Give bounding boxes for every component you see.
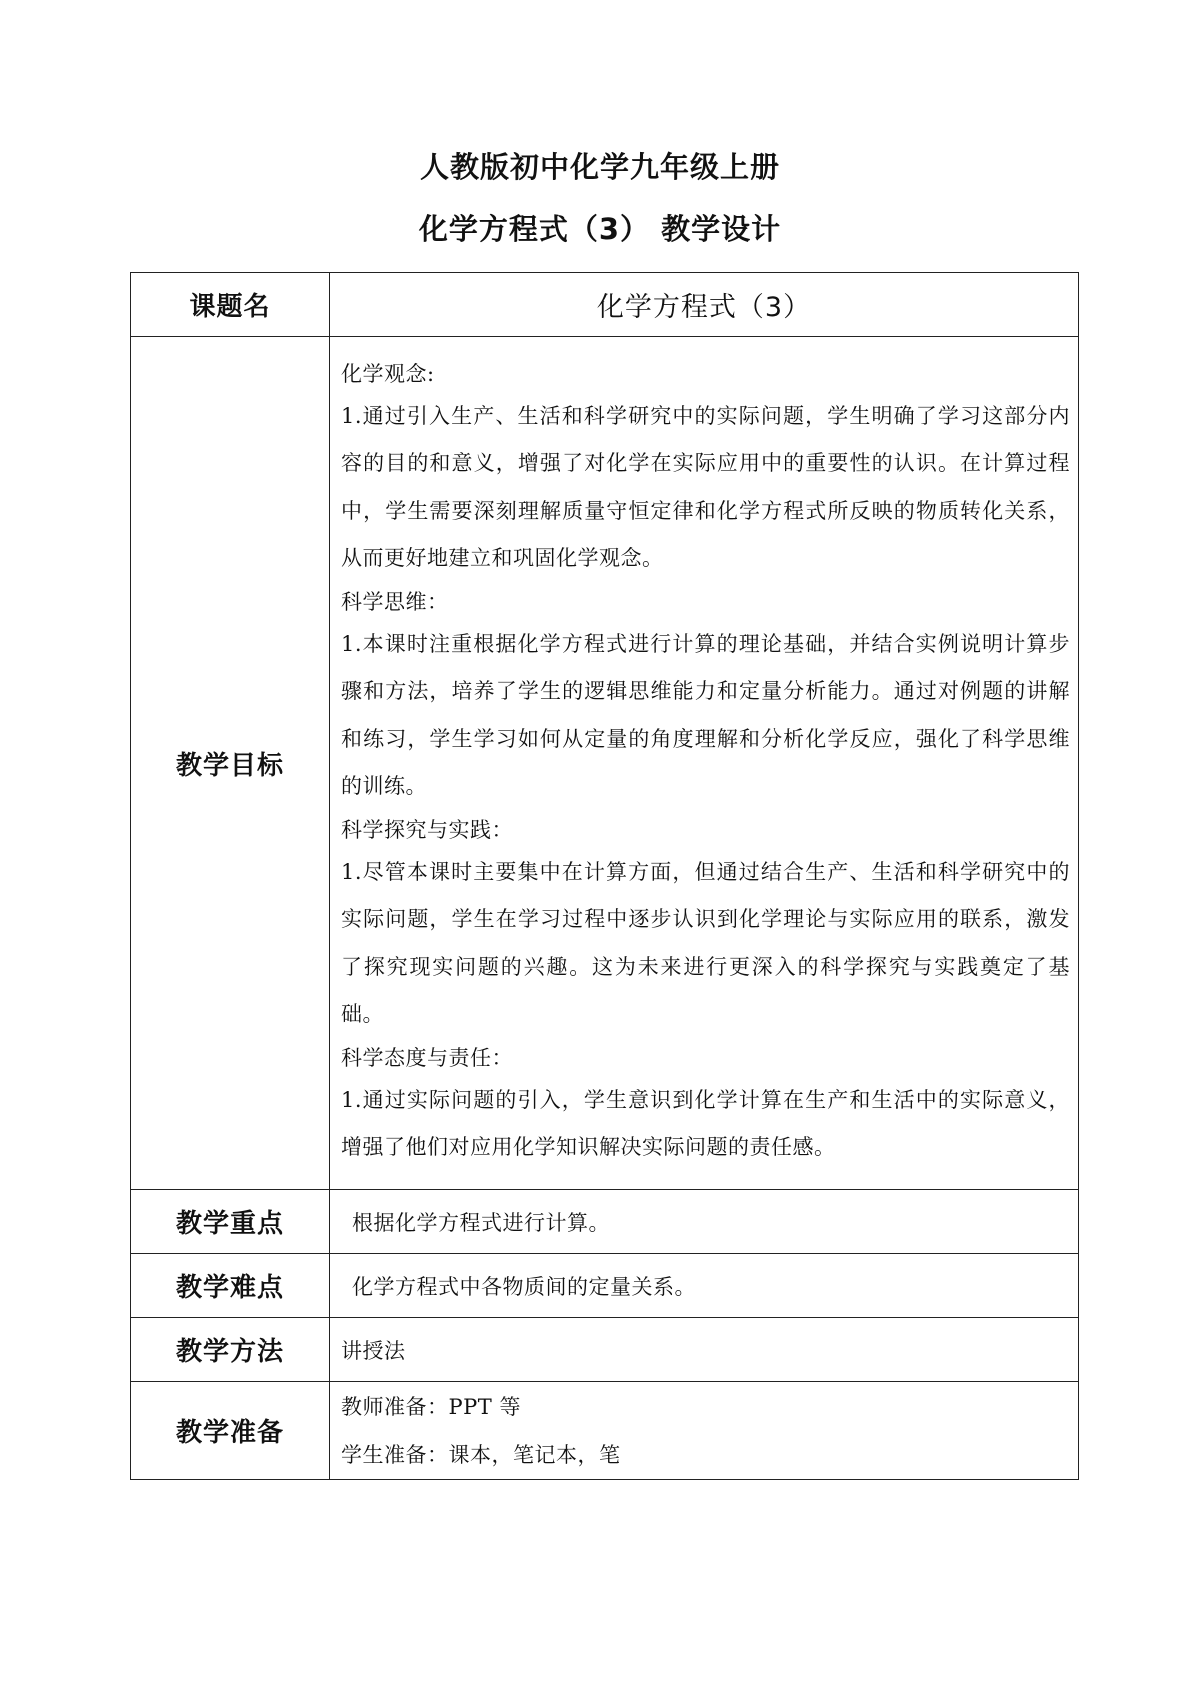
student-preparation: 学生准备：课本，笔记本，笔 xyxy=(341,1442,621,1467)
goal-heading: 科学探究与实践： xyxy=(341,817,513,842)
document-header xyxy=(0,150,1200,246)
preparation-row xyxy=(131,1382,1079,1480)
document-title: 人教版初中化学九年级上册 xyxy=(419,150,780,184)
goals-label: 教学目标 xyxy=(131,337,330,1190)
teacher-preparation: 教师准备：PPT 等 xyxy=(341,1394,521,1419)
key-point-row xyxy=(131,1190,1079,1254)
difficulty-value: 化学方程式中各物质间的定量关系。 xyxy=(330,1254,1079,1318)
method-row xyxy=(131,1318,1079,1382)
goal-heading: 科学思维： xyxy=(341,589,449,614)
goals-row xyxy=(131,337,1079,1190)
topic-row xyxy=(131,273,1079,337)
goal-text: 1.通过引入生产、生活和科学研究中的实际问题，学生明确了学习这部分内容的目的和意义，增强了对化学在实际应用中的重要性的认识。在计算过程中，学生需要深刻理解质量守恒定律和化学方程式所反映的物质转化关系，从而更好地建立和巩固化学观念。 xyxy=(341,403,1070,570)
goal-heading: 科学态度与责任： xyxy=(341,1045,513,1070)
difficulty-row xyxy=(131,1254,1079,1318)
method-value: 讲授法 xyxy=(330,1318,1079,1382)
goal-text: 1.通过实际问题的引入，学生意识到化学计算在生产和生活中的实际意义，增强了他们对应用化学知识解决实际问题的责任感。 xyxy=(341,1087,1070,1159)
difficulty-label: 教学难点 xyxy=(131,1254,330,1318)
key-point-value: 根据化学方程式进行计算。 xyxy=(330,1190,1079,1254)
goals-content xyxy=(330,337,1079,1190)
preparation-label: 教学准备 xyxy=(131,1382,330,1480)
lesson-plan-table xyxy=(130,272,1079,1480)
method-label: 教学方法 xyxy=(131,1318,330,1382)
preparation-content xyxy=(330,1382,1079,1480)
topic-label: 课题名 xyxy=(131,273,330,337)
goal-heading: 化学观念: xyxy=(341,361,435,386)
key-point-label: 教学重点 xyxy=(131,1190,330,1254)
topic-value: 化学方程式（3） xyxy=(330,273,1079,337)
document-subtitle: 化学方程式（3） 教学设计 xyxy=(418,212,782,246)
goal-text: 1.尽管本课时主要集中在计算方面，但通过结合生产、生活和科学研究中的实际问题，学生在学习过程中逐步认识到化学理论与实际应用的联系，激发了探究现实问题的兴趣。这为未来进行更深入的科学探究与实践奠定了基础。 xyxy=(341,859,1070,1026)
goal-text: 1.本课时注重根据化学方程式进行计算的理论基础，并结合实例说明计算步骤和方法，培养了学生的逻辑思维能力和定量分析能力。通过对例题的讲解和练习，学生学习如何从定量的角度理解和分析化学反应，强化了科学思维的训练。 xyxy=(341,631,1070,798)
